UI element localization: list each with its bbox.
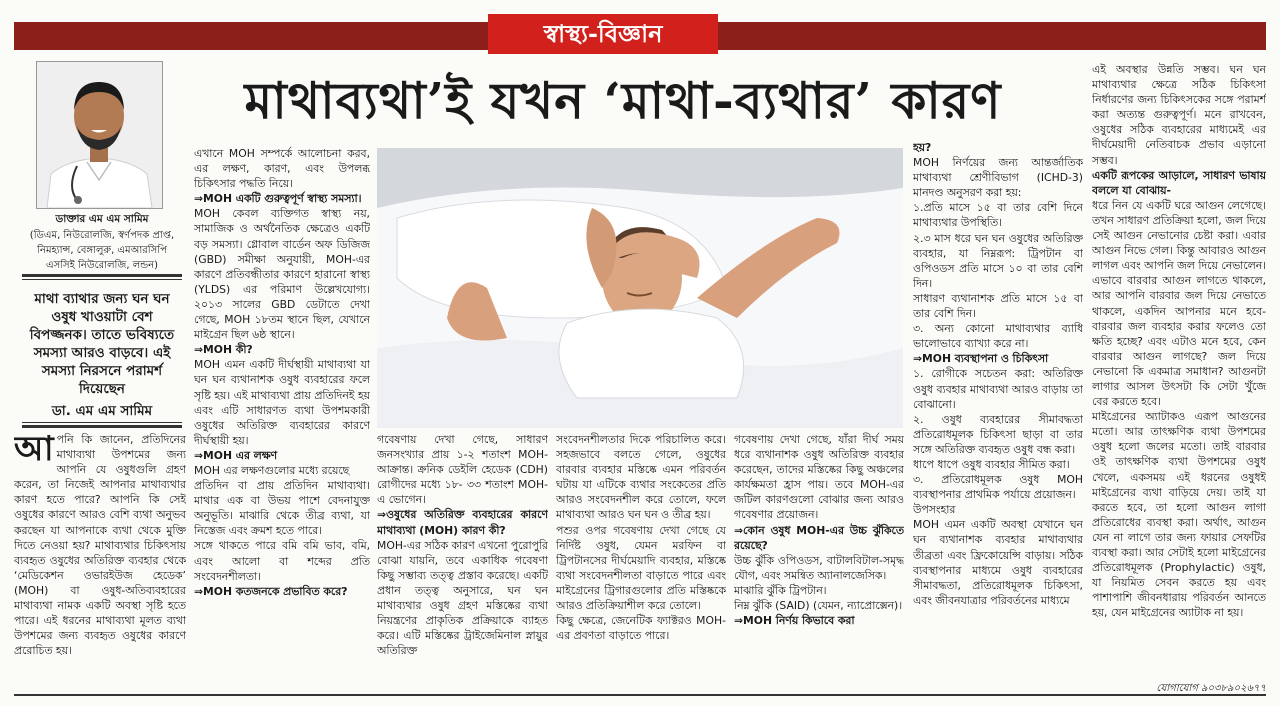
paragraph: সাধারণ ব্যথানাশক প্রতি মাসে ১৫ বা তার বেশি দিন। [913, 291, 1083, 321]
paragraph: উপসংহার [913, 503, 956, 517]
subheading: ⇒কোন ওষুধ MOH-এর উচ্চ ঝুঁকিতে রয়েছে? [734, 523, 904, 552]
author-photo [36, 61, 163, 209]
section-tag: স্বাস্থ্য-বিজ্ঞান [488, 14, 718, 54]
paragraph: সঙ্গে থাকতে পারে বমি বমি ভাব, বমি, এবং আলো বা শব্দের প্রতি সংবেদনশীলতা। [194, 539, 370, 583]
article-column-4 [556, 432, 726, 690]
paragraph: ধরে নিন যে একটি ঘরে আগুন লেগেছে। তখন সাধারণ প্রতিক্রিয়া হলো, জল দিয়ে সেই আগুন নেভানোর চেষ্টা করা। এবার আগুন নিভে গেল। কিন্তু আবারও আগুন লাগল এবং আপনি জল দিয়ে নেভালেন। এভাবে বারবার আগুন লাগতে থাকলে, আর আপনি বারবার জল দিয়ে নেভাতে থাকলে, একদিন আপনার মনে হবে-বারবার জল ব্যবহার করার ফলেও তো ক্ষতি হচ্ছে? এবং এটাও মনে হবে, কেন বারবার আগুন লাগছে? জল দিয়ে নেভানো কি একমাত্র সমাধান? আগুনটা লাগার আসল উৎসটা কি সেটা খুঁজে বের করতে হবে। [1092, 198, 1266, 409]
paragraph: MOH-এর সঠিক কারণ এখনো পুরোপুরি বোঝা যায়নি, তবে একাধিক গবেষণা কিছু সম্ভাব্য তত্ত্ব প্রস্তাব করেছে। একটি প্রধান তত্ত্ব অনুসারে, ঘন ঘন মাথাব্যথার ওষুধ গ্রহণ মস্তিষ্কের ব্যথা নিয়ন্ত্রণের প্রাকৃতিক প্রক্রিয়াকে ব্যাহত করে। এটি মস্তিষ্কের ট্রাইজেমিনাল স্নায়ুর অতিরিক্ত [377, 538, 548, 658]
author-credentials-line: নিমহ্যান্স, বেঙ্গালুরু, এমআরসিপি [37, 245, 167, 256]
paragraph: ২. ওষুধ ব্যবহারের সীমাবদ্ধতা প্রতিরোধমূলক চিকিৎসা ছাড়া বা তার সঙ্গে অতিরিক্ত ব্যবহৃত ওষুধ বন্ধ করা। [913, 412, 1083, 456]
author-credentials-line: এসসিই নিউরোলজি, লন্ডন) [45, 260, 159, 271]
paragraph: মাঝারি ঝুঁকি ট্রিপটান। [734, 583, 827, 597]
paragraph: MOH এর লক্ষণগুলোর মধ্যে রয়েছে [194, 463, 350, 477]
subheading: হয়? [913, 141, 932, 154]
paragraph: ৩. অন্য কোনো মাথাব্যথার ব্যাধি ভালোভাবে ব্যাখ্যা করে না। [913, 322, 1083, 351]
paragraph: ১.প্রতি মাসে ১৫ বা তার বেশি দিনে মাথাব্যথার উপস্থিতি। [913, 201, 1083, 230]
paragraph: এই অবস্থার উন্নতি সম্ভব। ঘন ঘন মাথাব্যথার ক্ষেত্রে সঠিক চিকিৎসা নির্ধারণের জন্য চিকিৎসকের সঙ্গে পরামর্শ করা অত্যন্ত গুরুত্বপূর্ণ। মনে রাখবেন, ওষুধের সঠিক ব্যবহারের মাধ্যমেই এর দীর্ঘমেয়াদী নেতিবাচক প্রভাব এড়ানো সম্ভব। [1092, 63, 1266, 167]
drop-cap: আ [14, 432, 54, 469]
paragraph: MOH কেবল ব্যক্তিগত স্বাস্থ্য নয়, সামাজিক ও অর্থনৈতিক ক্ষেত্রেও একটি বড় সমস্যা। গ্লোবাল বার্ডেন অফ ডিজিজ (GBD) সমীক্ষা অনুযায়ী, MOH-এর কারণে প্রতিবন্ধীতার কারণে হারানো স্বাস্থ্য (YLDS) এর পরিমাণ উল্লেখযোগ্য। ২০১৩ সালের GBD ডেটাতে দেখা গেছে, MOH ১৮তম স্থানে ছিল, যেখানে মাইগ্রেন ছিল ৬ষ্ঠ স্থানে। [194, 207, 370, 342]
contact-number: যোগাযোগ ৯০৩৮৯০২৬৭৭ [1156, 683, 1266, 694]
article-column-7 [1092, 62, 1266, 678]
subheading: ⇒MOH ব্যবস্থাপনা ও চিকিৎসা [913, 352, 1049, 366]
paragraph: মাইগ্রেনের অ্যাটাকও এরূপ আগুনের মতো। আর তাৎক্ষণিক ব্যথা উপশমের ওষুধ হলো জলের মতো। তাই বারবার ওই তাৎক্ষণিক ব্যথা উপশমের ওষুধ খেলে, একসময় এই ধরনের ওষুধই মাইগ্রেনের ব্যথা বাড়িয়ে দেয়। তাই যা করতে হবে, তা হলো আগুন লাগা প্রতিরোধের ব্যবস্থা করা। অর্থাৎ, আগুন যেন না লাগে তার জন্য ফায়ার সেফটির ব্যবস্থা করা। আর সেটাই হলো মাইগ্রেনের প্রতিরোধমূলক (Prophylactic) ওষুধ, যা নিয়মিত সেবন করতে হয় এবং পাশাপাশি জীবনধারায় পরিবর্তন আনতে হয়, যেন মাইগ্রেনের অ্যাটাক না হয়। [1092, 410, 1266, 620]
paragraph: এখানে MOH সম্পর্কে আলোচনা করব, এর লক্ষণ, কারণ, এবং উপলব্ধ চিকিৎসার পদ্ধতি নিয়ে। [194, 147, 370, 191]
article-column-1 [14, 432, 186, 690]
paragraph: MOH এমন একটি অবস্থা যেখানে ঘন ঘন ব্যথানাশক ব্যবহার মাথাব্যথার তীব্রতা এবং ফ্রিকোয়েন্সি বাড়ায়। সঠিক ব্যবস্থাপনার মাধ্যমে ওষুধ ব্যবহারের সীমাবদ্ধতা, প্রতিরোধমূলক চিকিৎসা, এবং জীবনযাত্রার পরিবর্তনের মাধ্যমে [913, 518, 1083, 607]
subheading: ⇒ওষুধের অতিরিক্ত ব্যবহারের কারণে মাথাব্যথা (MOH) কারণ কী? [377, 508, 548, 537]
subheading: ⇒MOH একটি গুরুত্বপূর্ণ স্বাস্থ্য সমস্যা। [194, 192, 362, 206]
pull-quote-author: ডা. এম এম সামিম [51, 403, 153, 419]
quote-top-rule-thin [22, 279, 182, 280]
quote-bottom-rule [22, 425, 182, 428]
paragraph: প্রতিদিন বা প্রায় প্রতিদিন মাথাব্যথা। মাথার এক বা উভয় পাশে বেদনাযুক্ত অনুভূতি। মাঝারি থেকে তীব্র ব্যথা, যা নিস্তেজ এবং ক্রমশ হতে পারে। [194, 479, 370, 538]
subheading: একটি রূপকের আড়ালে, সাধারণ ভাষায় বললে যা বোঝায়- [1092, 168, 1266, 197]
paragraph: গবেষণায় দেখা গেছে, যাঁরা দীর্ঘ সময় ধরে ব্যথানাশক ওষুধ অতিরিক্ত ব্যবহার করেছেন, তাদের মস্তিষ্কের কিছু অঞ্চলের কার্যক্ষমতা হ্রাস পায়। তবে MOH-এর জটিল কারণগুলো বোঝার জন্য আরও গবেষণার প্রয়োজন। [734, 433, 904, 522]
subheading: ⇒MOH নির্ণয় কিভাবে করা [734, 614, 855, 628]
paragraph: ১. রোগীকে সচেতন করা: অতিরিক্ত ওষুধ ব্যবহার মাথাব্যথা আরও বাড়ায় তা বোঝানো। [913, 367, 1083, 411]
subheading: ⇒MOH এর লক্ষণ [194, 448, 277, 462]
paragraph: ২.৩ মাস ধরে ঘন ঘন ওষুধের অতিরিক্ত ব্যবহার, যা নিম্নরূপ: ট্রিপটান বা ওপিওডস প্রতি মাসে ১০ বা তার বেশি দিন। [913, 231, 1083, 290]
paragraph: ৩. প্রতিরোধমূলক ওষুধ MOH ব্যবস্থাপনার প্রাথমিক পর্যায়ে প্রয়োজন। [913, 473, 1083, 502]
paragraph: গবেষণায় দেখা গেছে, সাধারণ জনসংখ্যার প্রায় ১-২ শতাংশ MOH-আক্রান্ত। ক্রনিক ডেইলি হেডেক (CDH) রোগীদের মধ্যে ১৮- ৩৩ শতাংশ MOH-এ ভোগেন। [377, 433, 548, 507]
subheading: ⇒MOH কতজনকে প্রভাবিত করে? [194, 584, 348, 598]
headline: মাথাব্যথা’ই যখন ‘মাথা-ব্যথার’ কারণ [244, 71, 1002, 130]
author-credentials-line: (ডিএম, নিউরোলজি, স্বর্ণপদক প্রাপ্ত, [29, 230, 175, 241]
paragraph: MOH নির্ণয়ের জন্য আন্তর্জাতিক মাথাব্যথা শ্রেণীবিভাগ (ICHD-3) মানদণ্ড অনুসরণ করা হয়: [913, 156, 1083, 200]
article-column-3 [377, 432, 548, 690]
page-bottom-rule [14, 694, 1266, 696]
paragraph: সংবেদনশীলতার দিকে পরিচালিত করে। সহজভাবে বলতে গেলে, ওষুধের বারবার ব্যবহার মস্তিষ্কে এমন পরিবর্তন ঘটায় যা এটিকে ব্যথার সংকেতের প্রতি আরও সংবেদনশীল করে তোলে, ফলে মাথাব্যথা আরও ঘন ঘন ও তীব্র হয়। [556, 433, 726, 522]
paragraph: কিছু ক্ষেত্রে, জেনেটিক ফ্যাক্টরও MOH-এর প্রবণতা বাড়াতে পারে। [556, 614, 726, 643]
paragraph: ধাপে ধাপে ওষুধ ব্যবহার সীমিত করা। [913, 457, 1070, 471]
subheading: ⇒MOH কী? [194, 343, 253, 357]
paragraph: পশুর ওপর গবেষণায় দেখা গেছে যে নির্দিষ্ট ওষুধ, যেমন মরফিন বা ট্রিপটানসের দীর্ঘমেয়াদি ব্যবহার, মস্তিষ্কে ব্যথা সংবেদনশীলতা বাড়াতে পারে এবং মাইগ্রেনের ট্রিগারগুলোর প্রতি মস্তিষ্ককে আরও প্রতিক্রিয়াশীল করে তোলে। [556, 523, 726, 613]
headache-photo [377, 148, 903, 428]
article-column-6 [913, 140, 1083, 690]
paragraph: MOH এমন একটি দীর্ঘস্থায়ী মাথাব্যথা যা ঘন ঘন ব্যথানাশক ওষুধ ব্যবহারের ফলে সৃষ্টি হয়। এই মাথাব্যথা প্রায় প্রতিদিনই হয় এবং এটি সাধারণত ব্যথা উপশমকারী ওষুধের অতিরিক্ত ব্যবহারের কারণে দীর্ঘস্থায়ী হয়। [194, 358, 370, 447]
author-name: ডাক্তার এম এম সামিম [55, 213, 149, 225]
article-column-2 [194, 146, 370, 690]
quote-bottom-rule-thin [22, 422, 182, 423]
paragraph: নিম্ন ঝুঁকি (SAID) (যেমন, ন্যাপ্রোক্সেন)। [734, 599, 903, 613]
author-credentials [22, 228, 182, 273]
paragraph: পনি কি জানেন, প্রতিদিনের মাথাব্যথা উপশমের জন্য আপনি যে ওষুধগুলি গ্রহণ করেন, তা নিজেই আপনার মাথাব্যথার কারণ হতে পারে? আপনি কি সেই ওষুধের কারণে আরও বেশি ব্যথা অনুভব করছেন যা আপনাকে ব্যথা থেকে মুক্তি দিতে নেওয়া হয়? মাথাব্যথার চিকিৎসায় ব্যবহৃত ওষুধের অতিরিক্ত ব্যবহার থেকে ‘মেডিকেশন ওভারইউজ হেডেক’ (MOH) বা ওষুধ-অতিব্যবহারের মাথাব্যথা নামক একটি অবস্থা সৃষ্টি হতে পারে। এই ধরনের মাথাব্যথা মূলত ব্যথা উপশমের জন্য ব্যবহৃত ওষুধের কারণে প্ররোচিত হয়। [14, 433, 186, 658]
quote-top-rule [22, 274, 182, 277]
article-column-5 [734, 432, 904, 690]
pull-quote: মাথা ব্যাথার জন্য ঘন ঘন ওষুধ খাওয়াটা বেশ বিপজ্জনক। তাতে ভবিষ্যতে সমস্যা আরও বাড়বে। এই সমস্যা নিরসনে পরামর্শ দিয়েছেন [29, 291, 175, 397]
paragraph: উচ্চ ঝুঁকি ওপিওডস, বাটালবিটাল-সমৃদ্ধ যৌগ, এবং সমন্বিত অ্যানালজেসিক। [734, 553, 904, 582]
